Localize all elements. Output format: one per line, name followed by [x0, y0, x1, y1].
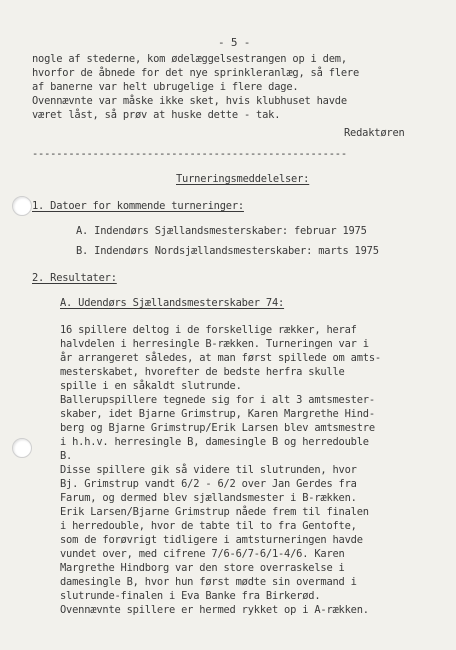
text-line: Erik Larsen/Bjarne Grimstrup nåede frem til finalen [60, 506, 369, 518]
text-line: Farum, og dermed blev sjællandsmester i B-rækken. [60, 492, 357, 504]
text-line: Ovennævnte spillere er hermed rykket op i A-rækken. [60, 604, 369, 616]
item1-heading: 1. Datoer for kommende turneringer: [32, 200, 244, 212]
text-line: Bj. Grimstrup vandt 6/2 - 6/2 over Jan Gerdes fra [60, 478, 357, 490]
text-line: som de forøvrigt tidligere i amtsturneringen havde [60, 534, 363, 546]
punch-hole-bottom [12, 438, 32, 458]
text-line: Disse spillere gik så videre til slutrunden, hvor [60, 464, 357, 476]
text-line: år arrangeret således, at man først spillede om amts- [60, 352, 381, 364]
item1-entry: A. Indendørs Sjællandsmesterskaber: februar 1975 [76, 225, 367, 237]
text-line: hvorfor de åbnede for det nye sprinkleranlæg, så flere [32, 67, 360, 79]
text-line: været låst, så prøv at huske dette - tak. [32, 109, 281, 121]
text-line: mesterskabet, hvorefter de bedste herfra skulle [60, 366, 345, 378]
section-title: Turneringsmeddelelser: [176, 173, 310, 185]
text-line: Ovennævnte var måske ikke sket, hvis klubhuset havde [32, 95, 347, 107]
text-line: af banerne var helt ubrugelige i flere dage. [32, 81, 299, 93]
text-line: 16 spillere deltog i de forskellige rækker, heraf [60, 324, 357, 336]
text-line: halvdelen i herresingle B-rækken. Turneringen var i [60, 338, 369, 350]
item1-entry: B. Indendørs Nordsjællandsmesterskaber: marts 1975 [76, 245, 379, 257]
text-line: vundet over, med cifrene 7/6-6/7-6/1-4/6. Karen [60, 548, 345, 560]
item2-heading: 2. Resultater: [32, 272, 117, 284]
text-line: slutrunde-finalen i Eva Banke fra Birkerød. [60, 590, 321, 602]
text-line: skaber, idet Bjarne Grimstrup, Karen Margrethe Hind- [60, 408, 375, 420]
text-line: B. [60, 450, 73, 462]
page-number: - 5 - [218, 36, 251, 49]
punch-hole-top [12, 196, 32, 216]
signature: Redaktøren [344, 127, 405, 139]
text-line: damesingle B, hvor hun først mødte sin overmand i [60, 576, 357, 588]
text-line: Ballerupspillere tegnede sig for i alt 3 amtsmester- [60, 394, 375, 406]
item2-subheading: A. Udendørs Sjællandsmesterskaber 74: [60, 297, 285, 309]
text-line: Margrethe Hindborg var den store overraskelse i [60, 562, 345, 574]
separator-line: ---------------------------------------------------- [32, 148, 347, 160]
text-line: nogle af stederne, kom ødelæggelsestrangen op i dem, [32, 53, 347, 65]
text-line: i herredouble, hvor de tabte til to fra Gentofte, [60, 520, 357, 532]
text-line: berg og Bjarne Grimstrup/Erik Larsen blev amtsmestre [60, 422, 375, 434]
text-line: spille i en såkaldt slutrunde. [60, 380, 242, 392]
text-line: i h.h.v. herresingle B, damesingle B og herredouble [60, 436, 369, 448]
